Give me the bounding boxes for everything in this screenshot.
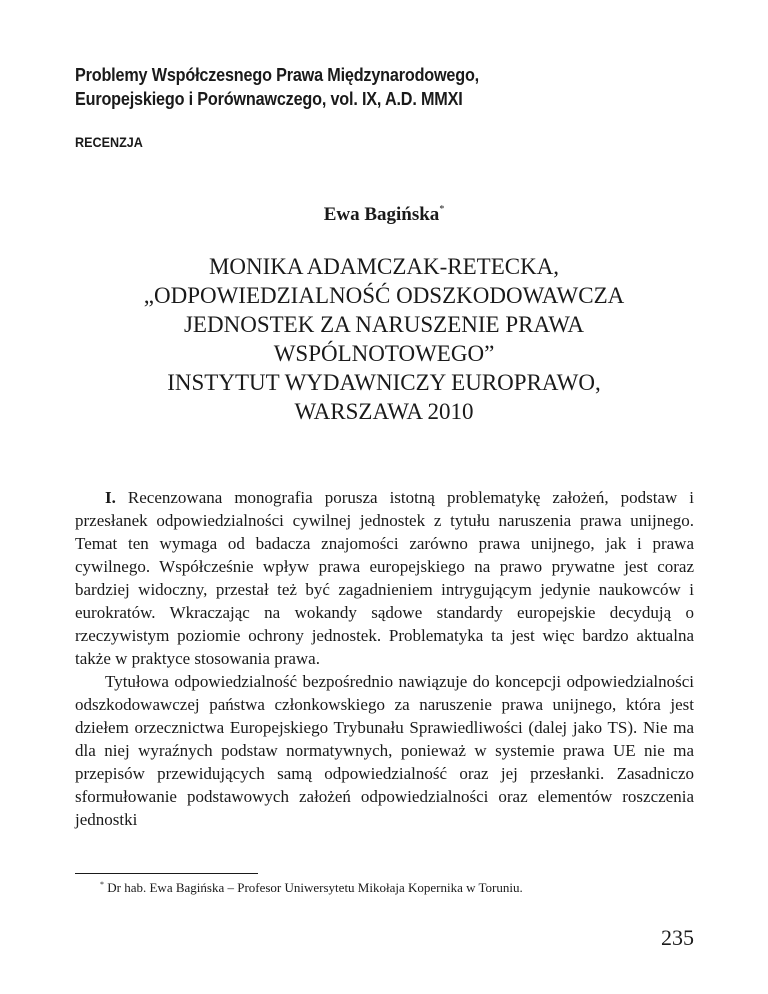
body-text <box>75 486 694 831</box>
title-line: WSPÓLNOTOWEGO” <box>273 341 495 366</box>
title-line: „ODPOWIEDZIALNOŚĆ ODSZKODOWAWCZA <box>143 283 625 308</box>
paragraph-1-text: Recenzowana monografia porusza istotną problematykę założeń, podstaw i przesłanek odpowiedzialności cywilnej jednostek z tytułu naruszenia prawa unijnego. Temat ten wymaga od badacza znajomości zarówno prawa unijnego, jak i prawa cywilnego. Współcześnie wpływ prawa europejskiego na prawo prywatne jest coraz bardziej widoczny, przestał też być zagadnieniem intrygującym jedynie naukowców i eurokratów. Wkraczając na wokandy sądowe standardy europejskie decydują o rzeczywistym poziomie ochrony jednostek. Problematyka ta jest więc bardzo aktualna także w praktyce stosowania prawa. <box>75 488 695 668</box>
section-number: I. <box>105 488 116 507</box>
journal-header <box>75 63 479 111</box>
footnote <box>100 879 523 896</box>
journal-title-line-2: Europejskiego i Porównawczego, vol. IX, A.D. MMXI <box>75 89 463 109</box>
title-line: WARSZAWA 2010 <box>294 399 474 424</box>
review-title <box>60 252 708 426</box>
title-line: JEDNOSTEK ZA NARUSZENIE PRAWA <box>183 312 585 337</box>
title-line: MONIKA ADAMCZAK-RETECKA, <box>208 254 560 279</box>
footnote-text: Dr hab. Ewa Bagińska – Profesor Uniwersytetu Mikołaja Kopernika w Toruniu. <box>107 880 523 895</box>
journal-title-line-1: Problemy Współczesnego Prawa Międzynarodowego, <box>75 65 480 85</box>
page-number: 235 <box>661 925 694 950</box>
author-footnote-marker: * <box>439 204 445 215</box>
footnote-divider <box>75 873 258 874</box>
paragraph-2: Tytułowa odpowiedzialność bezpośrednio nawiązuje do koncepcji odpowiedzialności odszkodowawczej państwa członkowskiego za naruszenie prawa unijnego, która jest dziełem orzecznictwa Europejskiego Trybunału Sprawiedliwości (dalej jako TS). Nie ma dla niej wyraźnych podstaw normatywnych, ponieważ w systemie prawa UE nie ma przepisów przewidujących samą odpowiedzialność oraz jej przesłanki. Zasadniczo sformułowanie podstawowych założeń odpowiedzialności oraz elementów roszczenia jednostki <box>75 672 694 829</box>
paragraph-1 <box>75 486 694 670</box>
author-line <box>0 203 768 227</box>
section-label: RECENZJA <box>75 134 143 150</box>
author-name: Ewa Bagińska <box>323 204 440 225</box>
footnote-marker: * <box>100 880 104 889</box>
title-line: INSTYTUT WYDAWNICZY EUROPRAWO, <box>167 370 601 395</box>
